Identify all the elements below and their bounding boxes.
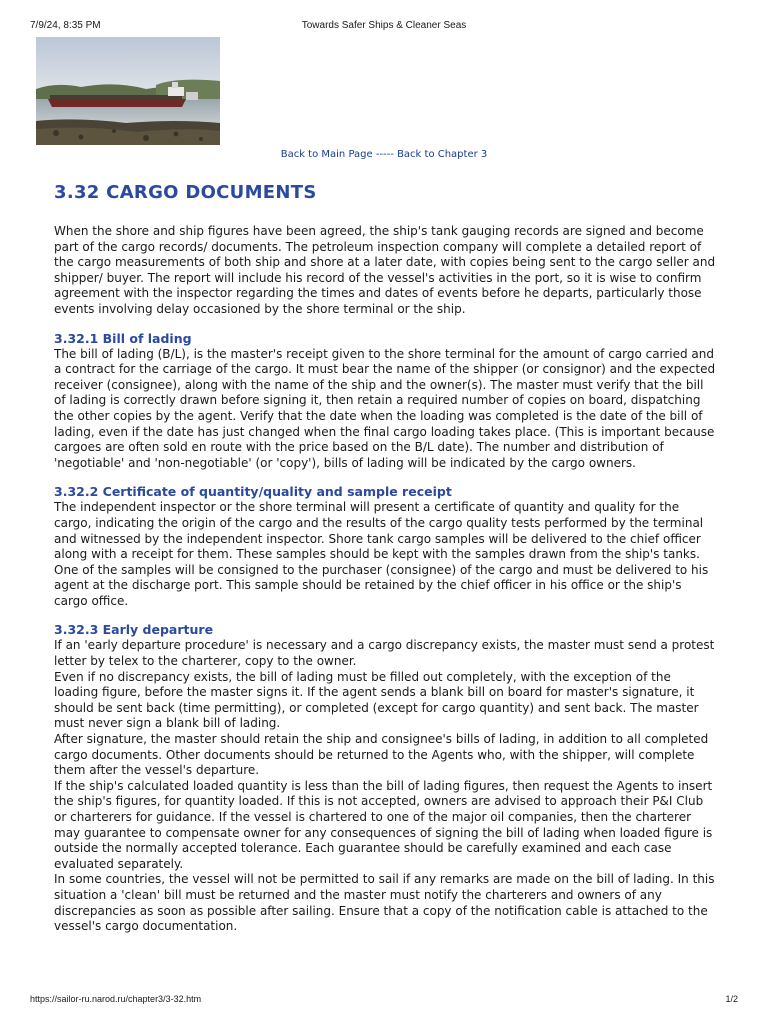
nav-links [0,149,768,160]
nav-separator: ----- [372,149,398,160]
section-paragraph: Even if no discrepancy exists, the bill of lading must be filled out completely, with the exception of the loading figure, before the master signs it. If the agent sends a blank bill on board for master's signature, it should be sent back (time permitting), or completed (except for cargo quantity) and sent back. The master must never sign a blank bill of lading. [54,669,699,731]
page-title: 3.32 CARGO DOCUMENTS [54,182,317,203]
article-body [54,224,718,935]
footer-url: https://sailor-ru.narod.ru/chapter3/3-32.htm [30,994,202,1004]
section-paragraph: The bill of lading (B/L), is the master's receipt given to the shore terminal for the amount of cargo carried and a contract for the carriage of the cargo. It must bear the name of the shipper (or consignor) and the expected receiver (consignee), along with the name of the ship and the owner(s). The master must verify that the bill of lading is correctly drawn before signing it, then retain a required number of copies on board, dispatching the other copies by the agent. Verify that the date when the loading was completed is the date of the bill of lading, even if the date has just changed when the final cargo loading takes place. (This is important because cargoes are often sold en route with the price based on the B/L date). The number and distribution of 'negotiable' and 'non-negotiable' (or 'copy'), bills of lading will be indicated by the cargo owners. [54,346,716,470]
intro-paragraph: When the shore and ship figures have been agreed, the ship's tank gauging records are signed and become part of the cargo records/ documents. The petroleum inspection company will complete a detailed report of the cargo measurements of both ship and shore at a later date, with copies being sent to the cargo seller and shipper/ buyer. The report will include his record of the vessel's activities in the port, so it is wise to confirm agreement with the inspector regarding the times and dates of events before he departs, particularly those events involving delay occasioned by the shore terminal or the ship. [54,224,716,316]
header-title: Towards Safer Ships & Cleaner Seas [301,20,467,31]
section-heading: 3.32.1 Bill of lading [54,330,192,346]
section-paragraph: In some countries, the vessel will not be permitted to sail if any remarks are made on the bill of lading. In this situation a 'clean' bill must be returned and the master must notify the charterers and owners of any discrepancies as soon as possible after sailing. Ensure that a copy of the notification cable is attached to the vessel's cargo documentation. [54,872,715,934]
section-bill-of-lading [54,331,718,472]
footer-page-number: 1/2 [725,994,738,1004]
ship-photo [36,37,220,145]
back-to-main-link[interactable]: Back to Main Page [280,149,373,160]
section-paragraph: After signature, the master should retain the ship and consignee's bills of lading, in addition to all completed cargo documents. Other documents should be returned to the Agents who, with the shipper, will complete them after the vessel's departure. [54,732,709,778]
header-date: 7/9/24, 8:35 PM [30,20,101,31]
section-paragraph: If the ship's calculated loaded quantity is less than the bill of lading figures, then request the Agents to insert the ship's figures, for quantity loaded. If this is not accepted, owners are advised to approach their P&I Club or charterers for guidance. If the vessel is chartered to one of the major oil companies, then the charterer may guarantee to compensate owner for any consequences of signing the bill of lading when loaded figure is outside the normally accepted tolerance. Each guarantee should be carefully examined and each case evaluated separately. [54,778,713,871]
back-to-chapter-link[interactable]: Back to Chapter 3 [397,149,488,160]
section-certificate [54,484,718,609]
section-early-departure [54,622,718,934]
section-paragraph: The independent inspector or the shore terminal will present a certificate of quantity and quality for the cargo, indicating the origin of the cargo and the results of the cargo quality tests performed by the terminal and witnessed by the independent inspector. Shore tank cargo samples will be delivered to the chief officer along with a receipt for them. These samples should be kept with the samples drawn from the ship's tanks. One of the samples will be consigned to the purchaser (consignee) of the cargo and must be delivered to his agent at the discharge port. This sample should be retained by the chief officer in his office or the ship's cargo office. [54,500,709,608]
section-paragraph: If an 'early departure procedure' is necessary and a cargo discrepancy exists, the master must send a protest letter by telex to the charterer, copy to the owner. [54,638,715,669]
section-heading: 3.32.3 Early departure [54,622,214,638]
section-heading: 3.32.2 Certificate of quantity/quality and sample receipt [54,484,452,500]
